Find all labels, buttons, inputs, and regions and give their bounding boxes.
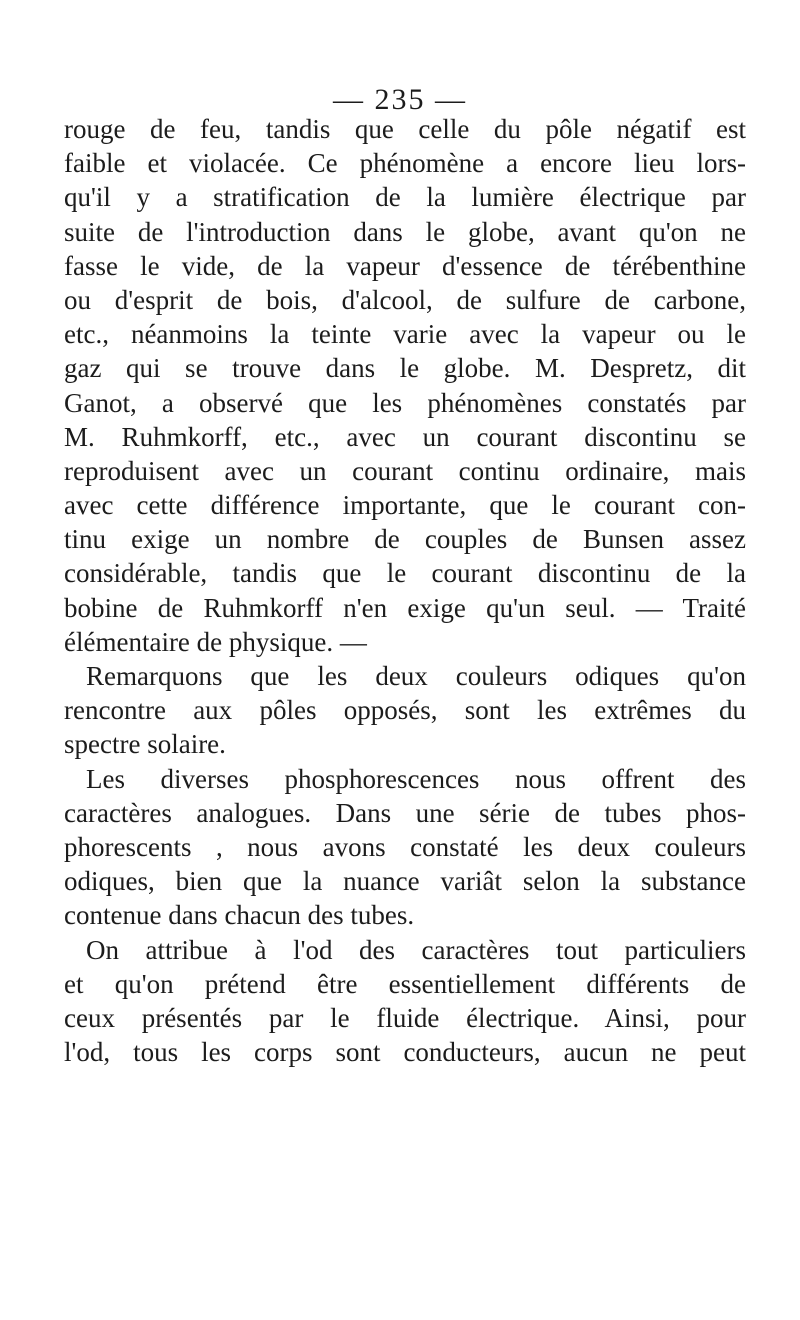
text-line: contenue dans chacun des tubes.	[64, 900, 415, 931]
text-line: phorescents , nous avons constaté les deux couleurs	[64, 831, 746, 862]
body-text	[64, 112, 746, 1069]
text-line: Ganot, a observé que les phénomènes constatés par	[64, 387, 746, 418]
text-line: bobine de Ruhmkorff n'en exige qu'un seul. — Traité	[64, 592, 746, 623]
text-line: avec cette différence importante, que le courant con-	[64, 490, 746, 521]
text-line: M. Ruhmkorff, etc., avec un courant discontinu se	[64, 421, 746, 452]
text-line: Les diverses phosphorescences nous offrent des	[86, 763, 746, 794]
text-line: reproduisent avec un courant continu ordinaire, mais	[64, 455, 746, 486]
text-line: tinu exige un nombre de couples de Bunsen assez	[64, 524, 746, 555]
text-line: ceux présentés par le fluide électrique. Ainsi, pour	[64, 1002, 746, 1033]
text-line: odiques, bien que la nuance variât selon la substance	[64, 866, 746, 897]
text-line: suite de l'introduction dans le globe, avant qu'on ne	[64, 216, 746, 247]
text-line: élémentaire de physique. —	[64, 626, 367, 657]
text-line: caractères analogues. Dans une série de tubes phos-	[64, 797, 746, 828]
text-line: faible et violacée. Ce phénomène a encore lieu lors-	[64, 148, 746, 179]
text-line: rencontre aux pôles opposés, sont les extrêmes du	[64, 695, 746, 726]
text-line: et qu'on prétend être essentiellement différents de	[64, 968, 746, 999]
text-line: gaz qui se trouve dans le globe. M. Despretz, dit	[64, 353, 746, 384]
text-line: spectre solaire.	[64, 729, 226, 760]
text-line: considérable, tandis que le courant discontinu de la	[64, 558, 746, 589]
text-line: etc., néanmoins la teinte varie avec la vapeur ou le	[64, 319, 746, 350]
text-line: ou d'esprit de bois, d'alcool, de sulfure de carbone,	[64, 284, 746, 315]
text-line: qu'il y a stratification de la lumière électrique par	[64, 182, 746, 213]
text-line: l'od, tous les corps sont conducteurs, aucun ne peut	[64, 1037, 746, 1068]
page-number: — 235 —	[333, 83, 467, 116]
text-line: Remarquons que les deux couleurs odiques qu'on	[86, 661, 746, 691]
text-line: rouge de feu, tandis que celle du pôle négatif est	[64, 114, 746, 144]
text-line: fasse le vide, de la vapeur d'essence de térébenthine	[64, 250, 746, 281]
text-line: On attribue à l'od des caractères tout particuliers	[86, 934, 746, 965]
